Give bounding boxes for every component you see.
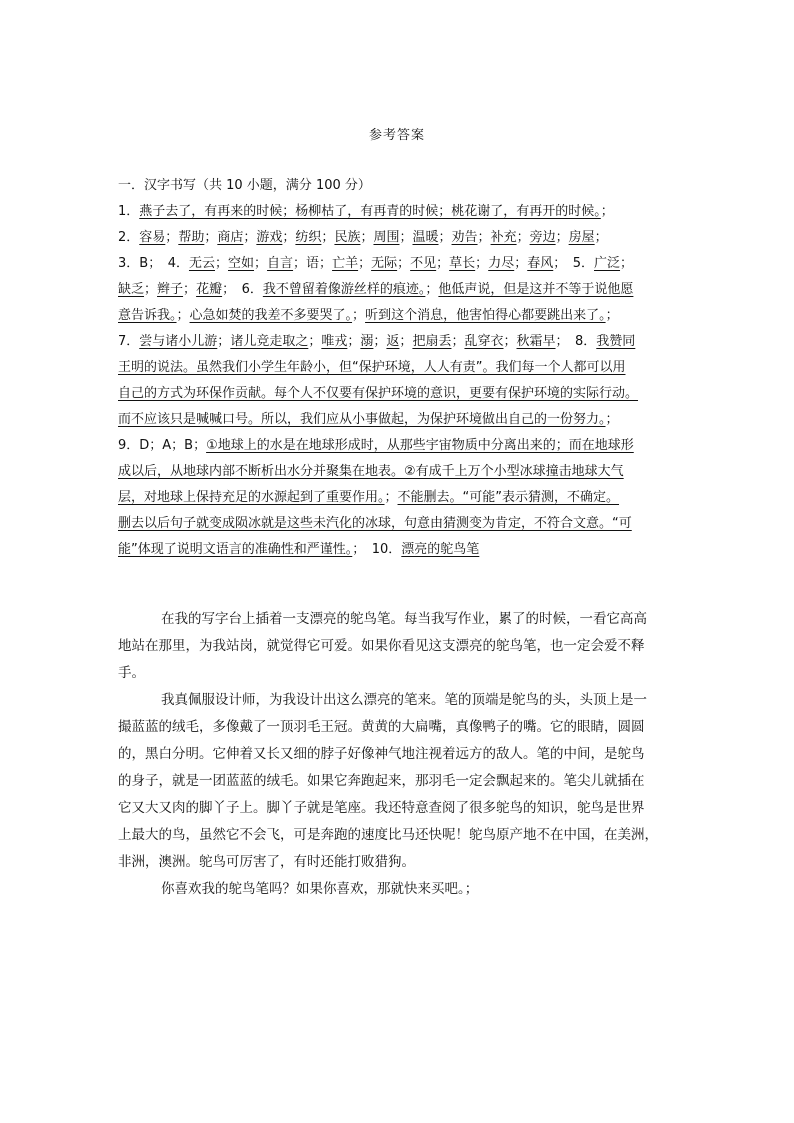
answer-text: 7．	[118, 334, 140, 349]
answer-text: ；	[425, 282, 439, 297]
answer-text: 2．	[118, 230, 140, 245]
answer-text: ；	[144, 282, 158, 297]
answer-text: ；	[594, 230, 608, 245]
answer-text: ；	[176, 308, 190, 323]
answer-underlined-text: 成以后，从地球内部不断析出水分并聚集在地表。②有成千上万个小型冰球撞击地球大气	[118, 464, 624, 479]
essay-line: 的，黑白分明。它伸着又长又细的脖子好像神气地注视着远方的敌人。笔的中间，是鸵鸟	[118, 746, 645, 762]
answer-text: ；	[397, 256, 411, 271]
answer-line	[118, 459, 678, 485]
answer-underlined-text: 漂亮的鸵鸟笔	[401, 542, 480, 557]
answer-underlined-text: 无际	[371, 256, 398, 271]
answer-text: ；	[217, 334, 231, 349]
answer-underlined-text: ①地球上的水是在地球形成时，从那些宇宙物质中分离出来的；而在地球形	[206, 438, 634, 453]
answer-underlined-text: 尝与诸小儿游	[139, 334, 218, 349]
answer-text: ；	[358, 256, 372, 271]
answer-text: ；	[254, 256, 268, 271]
answer-text: ；	[516, 230, 530, 245]
answer-underlined-text: 辫子	[157, 282, 184, 297]
essay-line: 撮蓝蓝的绒毛，多像戴了一顶羽毛王冠。黄黄的大扁嘴，真像鸭子的嘴。它的眼睛，圆圆	[118, 719, 645, 735]
answer-underlined-text: 草长	[449, 256, 476, 271]
answer-line	[118, 173, 678, 199]
answer-text: ；	[605, 308, 619, 323]
answer-line	[118, 381, 678, 407]
answer-line	[118, 199, 678, 225]
answer-underlined-text: 帮助	[178, 230, 205, 245]
answer-underlined-text: 不能删去。“可能”表示猜测，不确定。	[397, 490, 620, 505]
answer-line	[118, 225, 678, 251]
answer-block	[118, 173, 678, 563]
answer-text: ；	[183, 282, 197, 297]
answer-underlined-text: 花瓣	[196, 282, 223, 297]
answer-text: ； 6．	[222, 282, 263, 297]
essay-line: 它又大又肉的脚丫子上。脚丫子就是笔座。我还特意查阅了很多鸵鸟的知识，鸵鸟是世界	[118, 800, 645, 816]
answer-text: ；	[360, 230, 374, 245]
essay-line: 上最大的鸟，虽然它不会飞，可是奔跑的速度比马还快呢！鸵鸟原产地不在中国，在美洲，	[118, 827, 658, 843]
answer-line	[118, 433, 678, 459]
answer-underlined-text: 空如	[228, 256, 255, 271]
answer-text: ；	[243, 230, 257, 245]
answer-text: ；	[514, 256, 528, 271]
answer-text: ；	[321, 230, 335, 245]
answer-text: ；	[347, 334, 361, 349]
answer-text: ； 10．	[352, 542, 402, 557]
answer-line	[118, 277, 678, 303]
answer-text: ； 8．	[555, 334, 597, 349]
answer-underlined-text: 溺	[360, 334, 374, 349]
answer-underlined-text: 补充	[490, 230, 517, 245]
answer-text: 1．	[118, 204, 140, 219]
essay-line: 地站在那里，为我站岗，就觉得它可爱。如果你看见这支漂亮的鸵鸟笔，也一定会爱不释	[118, 638, 645, 654]
answer-underlined-text: 删去以后句子就变成陨冰就是这些未汽化的冰球，句意由猜测变为肯定，不符合文意。“可	[118, 516, 632, 531]
answer-text: 3．B； 4．	[118, 256, 189, 271]
answer-line	[118, 355, 678, 381]
essay-line: 手。	[118, 665, 145, 681]
answer-underlined-text: 他低声说，但是这并不等于说他愿	[438, 282, 634, 297]
answer-underlined-text: 力尽	[488, 256, 515, 271]
answer-text: ；	[555, 230, 569, 245]
answer-underlined-text: 层，对地球上保持充足的水源起到了重要作用。	[118, 490, 385, 505]
answer-underlined-text: 而不应该只是喊喊口号。所以，我们应从小事做起，为保护环境做出自己的一份努力。	[118, 412, 606, 427]
answer-text: ；	[282, 230, 296, 245]
answer-line	[118, 511, 678, 537]
answer-underlined-text: 商店	[217, 230, 244, 245]
answer-text: ；	[438, 230, 452, 245]
essay-line: 在我的写字台上插着一支漂亮的鸵鸟笔。每当我写作业，累了的时候，一看它高高	[161, 611, 647, 627]
answer-underlined-text: 旁边	[529, 230, 556, 245]
essay-line: 你喜欢我的鸵鸟笔吗？如果你喜欢，那就快来买吧。；	[161, 881, 479, 897]
answer-line	[118, 537, 678, 563]
answer-underlined-text: 温暖	[412, 230, 439, 245]
answer-underlined-text: 意告诉我。	[118, 308, 177, 323]
answer-text: ；	[204, 230, 218, 245]
answer-text: ；	[214, 256, 228, 271]
answer-line	[118, 251, 678, 277]
answer-underlined-text: 秋霜早	[516, 334, 556, 349]
answer-underlined-text: 诸儿竞走取之	[230, 334, 309, 349]
answer-text: ；	[373, 334, 387, 349]
answer-text: ；	[399, 230, 413, 245]
answer-text: ；	[605, 412, 619, 427]
answer-underlined-text: 劝告	[451, 230, 478, 245]
answer-text: ；	[308, 334, 322, 349]
answer-underlined-text: 无云	[188, 256, 215, 271]
answer-underlined-text: 春风	[527, 256, 554, 271]
answer-underlined-text: 把扇丢	[412, 334, 452, 349]
answer-text: ；语；	[293, 256, 333, 271]
answer-underlined-text: 纺织	[295, 230, 322, 245]
answer-line	[118, 407, 678, 433]
answer-underlined-text: 民族	[334, 230, 361, 245]
answer-underlined-text: 广泛	[594, 256, 621, 271]
answer-text: ；	[451, 334, 465, 349]
answer-underlined-text: 周围	[373, 230, 400, 245]
answer-text: ；	[600, 204, 614, 219]
answer-underlined-text: 燕子去了，有再来的时候；杨柳枯了，有再青的时候；桃花谢了，有再开的时候。	[139, 204, 601, 219]
essay-line: 我真佩服设计师，为我设计出这么漂亮的笔来。笔的顶端是鸵鸟的头，头顶上是一	[161, 692, 647, 708]
answer-underlined-text: 王明的说法。虽然我们小学生年龄小，但“保护环境，人人有责”。我们每一个人都可以用	[118, 360, 626, 375]
page-title: 参考答案	[368, 128, 425, 143]
answer-text: ；	[477, 230, 491, 245]
answer-text: ；	[384, 490, 398, 505]
answer-underlined-text: 亡羊	[332, 256, 359, 271]
answer-text: ；	[399, 334, 413, 349]
answer-text: ；	[475, 256, 489, 271]
answer-underlined-text: 我赞同	[596, 334, 636, 349]
answer-text: ；	[503, 334, 517, 349]
answer-underlined-text: 唯戎	[321, 334, 348, 349]
answer-underlined-text: 游戏	[256, 230, 283, 245]
answer-underlined-text: 能”体现了说明文语言的准确性和严谨性。	[118, 542, 353, 557]
answer-text: ；	[165, 230, 179, 245]
answer-underlined-text: 缺乏	[118, 282, 145, 297]
answer-underlined-text: 自言	[267, 256, 294, 271]
answer-text: ；	[352, 308, 366, 323]
answer-underlined-text: 容易	[139, 230, 166, 245]
answer-underlined-text: 乱穿衣	[464, 334, 504, 349]
answer-underlined-text: 自己的方式为环保作贡献。每个人不仅要有保护环境的意识，更要有保护环境的实际行动。	[118, 386, 639, 401]
answer-underlined-text: 我不曾留着像游丝样的痕迹。	[262, 282, 426, 297]
essay-line: 的身子，就是一团蓝蓝的绒毛。如果它奔跑起来，那羽毛一定会飘起来的。笔尖儿就插在	[118, 773, 645, 789]
answer-underlined-text: 返	[386, 334, 400, 349]
answer-underlined-text: 心急如焚的我差不多要哭了。	[189, 308, 353, 323]
answer-text: 9．D；A；B；	[118, 438, 207, 453]
essay-line: 非洲，澳洲。鸵鸟可厉害了，有时还能打败猎狗。	[118, 854, 415, 870]
answer-text: 一．汉字书写（共 10 小题，满分 100 分）	[118, 178, 371, 193]
answer-line	[118, 329, 678, 355]
answer-line	[118, 303, 678, 329]
essay-block	[118, 606, 676, 903]
answer-underlined-text: 不见	[410, 256, 437, 271]
answer-underlined-text: 听到这个消息，他害怕得心都要跳出来了。	[365, 308, 606, 323]
answer-text: ；	[436, 256, 450, 271]
answer-text: ；	[620, 256, 634, 271]
answer-underlined-text: 房屋	[568, 230, 595, 245]
answer-line	[118, 485, 678, 511]
answer-text: ； 5．	[553, 256, 595, 271]
